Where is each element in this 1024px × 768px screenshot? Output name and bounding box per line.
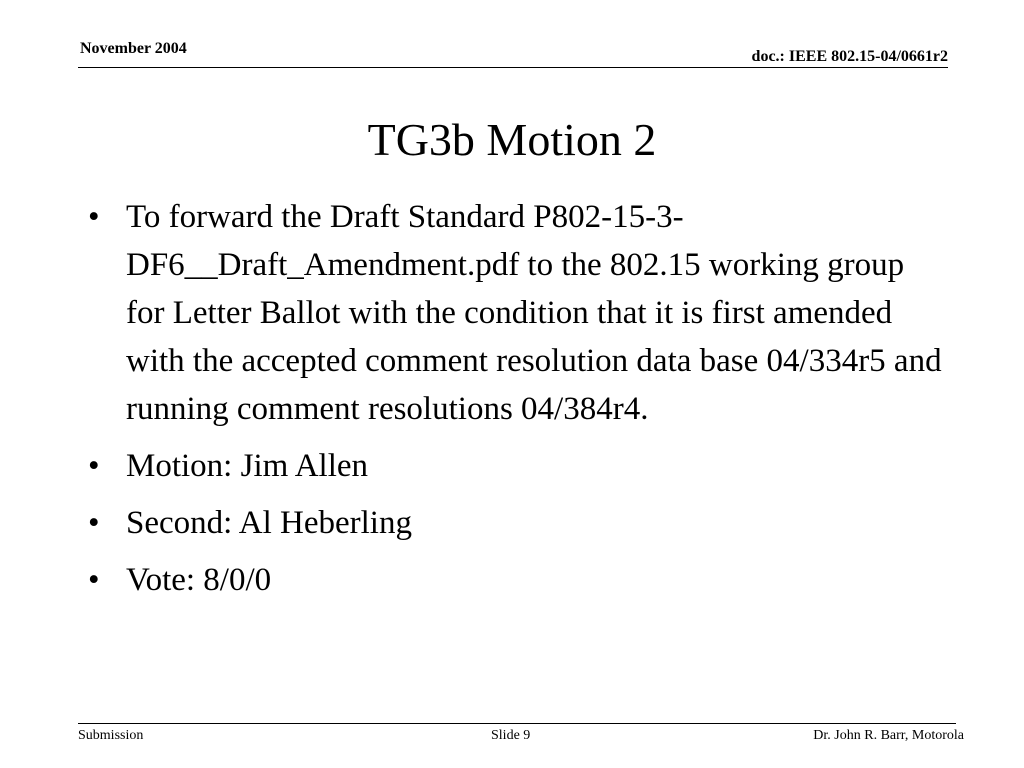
- footer-divider: [78, 723, 956, 724]
- bullet-text: To forward the Draft Standard P802-15-3-DF6__Draft_Amendment.pdf to the 802.15 working group for Letter Ballot with the condition that it is first amended with the accepted comment resolution data base 04/334r5 and running comment resolutions 04/384r4.: [126, 199, 942, 427]
- bullet-text: Motion: Jim Allen: [126, 448, 369, 484]
- bullet-item-mover: [88, 442, 948, 490]
- bullet-item-vote: [88, 556, 948, 604]
- footer-slide-number: Slide 9: [491, 728, 531, 743]
- header-document-id: doc.: IEEE 802.15-04/0661r2: [751, 48, 948, 65]
- bullet-marker: •: [88, 448, 100, 484]
- footer-author: Dr. John R. Barr, Motorola: [813, 728, 964, 743]
- bullet-marker: •: [88, 562, 100, 598]
- header-divider: [78, 67, 948, 68]
- footer-submission-label: Submission: [78, 728, 144, 743]
- bullet-item-seconder: [88, 499, 948, 547]
- bullet-text: Vote: 8/0/0: [126, 562, 272, 598]
- bullet-marker: •: [88, 505, 100, 541]
- bullet-text: Second: Al Heberling: [126, 505, 412, 541]
- bullet-marker: •: [88, 199, 100, 235]
- bullet-item-motion-text: [88, 193, 948, 433]
- bullet-list: [88, 193, 948, 613]
- header-date: November 2004: [80, 40, 187, 57]
- slide-title: TG3b Motion 2: [367, 114, 657, 165]
